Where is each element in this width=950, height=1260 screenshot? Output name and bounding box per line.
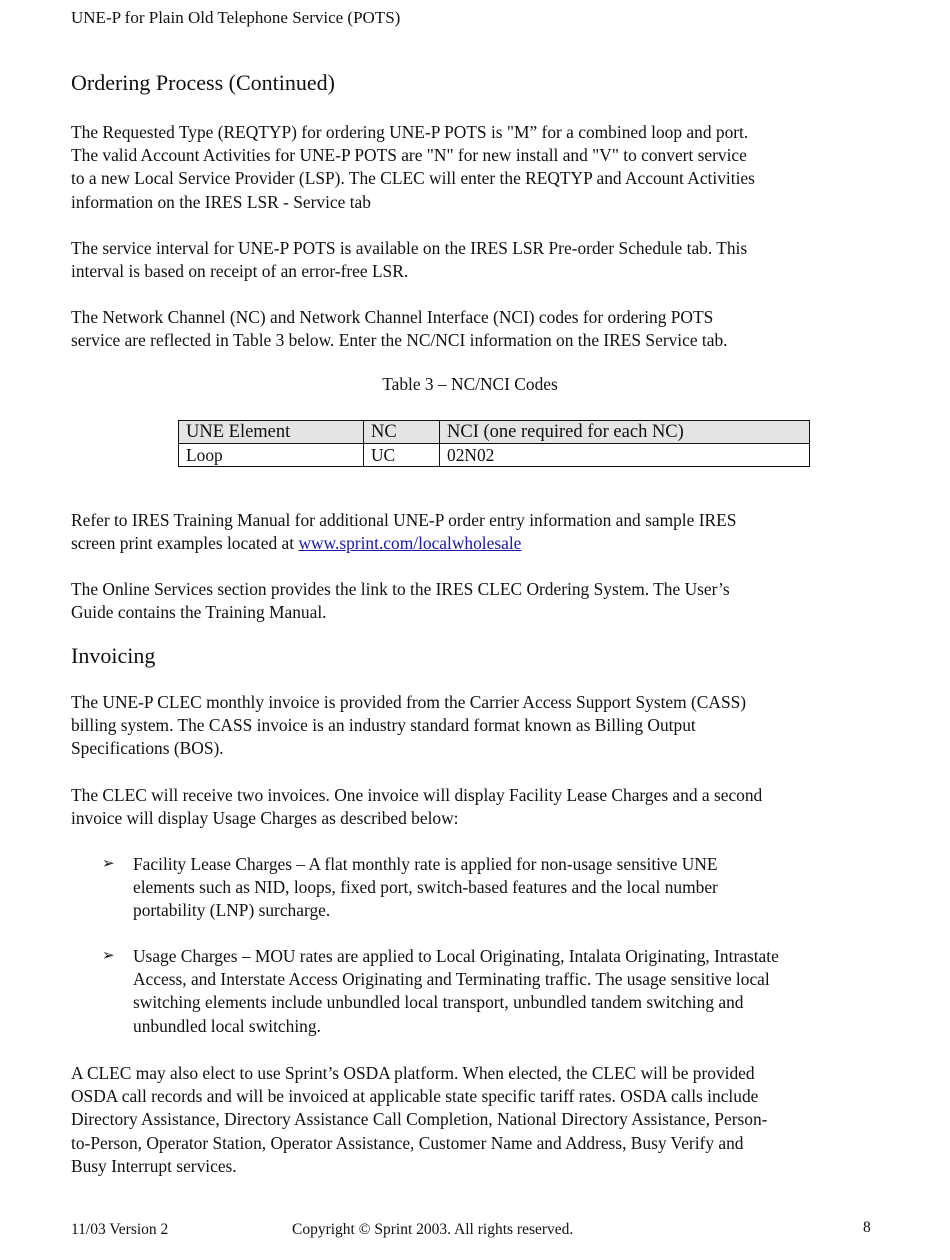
text-line: service are reflected in Table 3 below. Enter the NC/NCI information on the IRES Service tab. [71,330,728,351]
text-line: A CLEC may also elect to use Sprint’s OSDA platform. When elected, the CLEC will be provided [71,1063,755,1083]
paragraph-online-services [71,578,881,624]
text-line: to a new Local Service Provider (LSP). The CLEC will enter the REQTYP and Account Activities [71,168,755,189]
text-line: portability (LNP) surcharge. [133,900,331,921]
text-line: Busy Interrupt services. [71,1155,237,1176]
sprint-wholesale-link[interactable]: www.sprint.com/localwholesale [298,533,522,554]
text-line: The Online Services section provides the link to the IRES CLEC Ordering System. The User’s [71,579,730,599]
page-number: 8 [863,1219,871,1236]
section-heading-invoicing: Invoicing [71,643,156,668]
table-cell: 02N02 [440,444,810,467]
text-line: invoice will display Usage Charges as described below: [71,808,459,829]
text-line: Specifications (BOS). [71,738,224,759]
text-line: Directory Assistance, Directory Assistance Call Completion, National Directory Assistance, Person- [71,1109,768,1130]
paragraph-osda [71,1062,881,1178]
table-cell: Loop [179,444,364,467]
column-header-nci: NCI (one required for each NC) [440,421,810,444]
running-header: UNE-P for Plain Old Telephone Service (POTS) [71,8,401,27]
text-line: The Requested Type (REQTYP) for ordering UNE-P POTS is "M” for a combined loop and port. [71,122,749,142]
text-line: elements such as NID, loops, fixed port, switch-based features and the local number [133,877,718,898]
table-cell: UC [364,444,440,467]
text-line: Usage Charges – MOU rates are applied to Local Originating, Intalata Originating, Intrastate [133,946,779,966]
text-line: The service interval for UNE-P POTS is available on the IRES LSR Pre-order Schedule tab. This [71,238,748,258]
text-line: billing system. The CASS invoice is an industry standard format known as Billing Output [71,715,696,736]
footer-version: 11/03 Version 2 [71,1221,169,1238]
text-line [71,532,881,555]
paragraph-cass-invoice [71,691,881,761]
column-header-nc: NC [364,421,440,444]
section-heading-ordering: Ordering Process (Continued) [71,70,335,95]
paragraph-nc-nci [71,306,881,352]
table-caption: Table 3 – NC/NCI Codes [382,374,558,394]
paragraph-training-manual [71,509,881,555]
bullet-text [133,853,718,923]
paragraph-service-interval [71,237,881,283]
text-line: switching elements include unbundled local transport, unbundled tandem switching and [133,992,744,1013]
text-line: information on the IRES LSR - Service tab [71,191,371,212]
table-row [179,444,810,467]
bullet-text [133,945,779,1038]
text-line: The CLEC will receive two invoices. One invoice will display Facility Lease Charges and a second [71,785,763,805]
text-line: unbundled local switching. [133,1015,321,1036]
text-line: Refer to IRES Training Manual for additional UNE-P order entry information and sample IRES [71,510,737,530]
text-line: interval is based on receipt of an error-free LSR. [71,261,409,282]
text-line: OSDA call records and will be invoiced at applicable state specific tariff rates. OSDA calls include [71,1086,759,1107]
nc-nci-table [178,420,810,467]
text-line: The Network Channel (NC) and Network Channel Interface (NCI) codes for ordering POTS [71,307,714,327]
text-line: Guide contains the Training Manual. [71,602,327,623]
paragraph-reqtyp [71,121,881,214]
arrowhead-bullet-icon: ➢ [102,856,115,872]
text-line: The valid Account Activities for UNE-P POTS are "N" for new install and "V" to convert service [71,145,747,166]
paragraph-two-invoices [71,784,881,830]
footer-copyright: Copyright © Sprint 2003. All rights reserved. [292,1221,574,1238]
text-line: The UNE-P CLEC monthly invoice is provided from the Carrier Access Support System (CASS) [71,692,747,712]
column-header-une-element: UNE Element [179,421,364,444]
table-header-row [179,421,810,444]
arrowhead-bullet-icon: ➢ [102,948,115,964]
text-line: to-Person, Operator Station, Operator Assistance, Customer Name and Address, Busy Verify and [71,1132,744,1153]
text-line: Facility Lease Charges – A flat monthly rate is applied for non-usage sensitive UNE [133,854,718,874]
text-line: Access, and Interstate Access Originating and Terminating traffic. The usage sensitive local [133,969,770,990]
text-fragment: screen print examples located at [71,533,299,554]
